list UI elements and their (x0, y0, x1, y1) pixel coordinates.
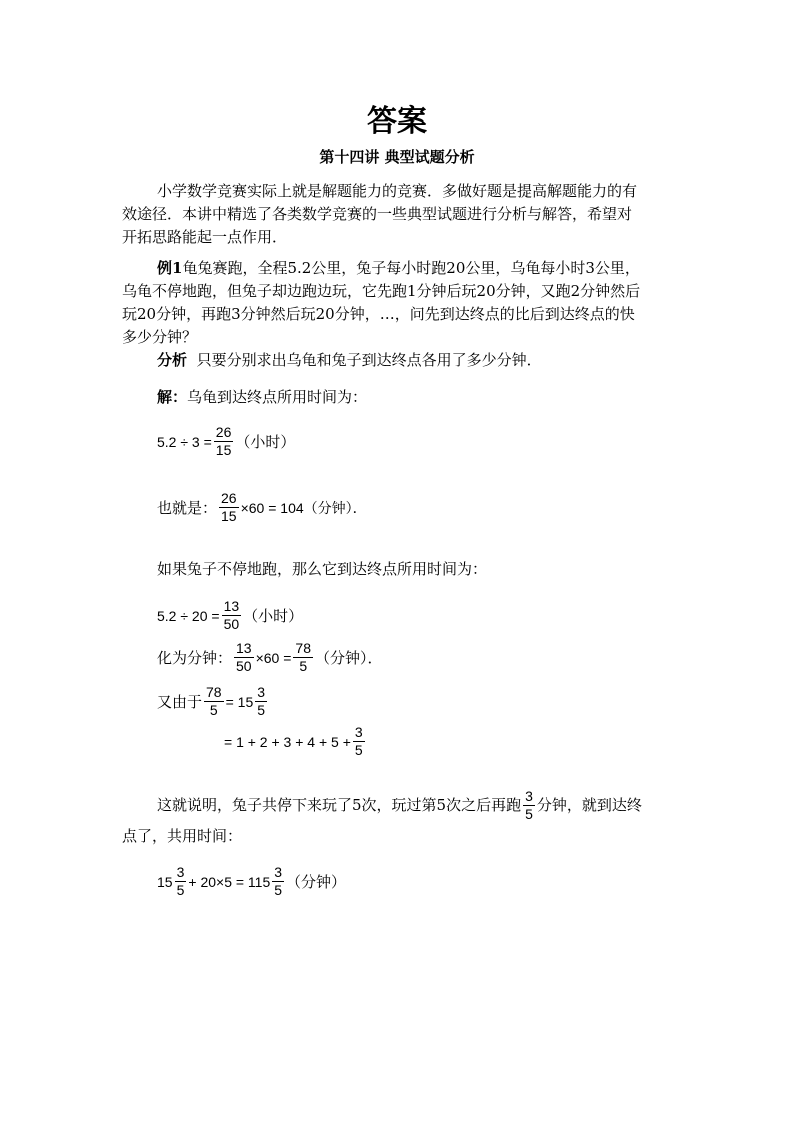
eq4-mid: ×60 = (255, 649, 292, 666)
eq7-denominator-1: 5 (176, 882, 185, 898)
eq4-unit: （分钟）． (315, 649, 383, 667)
eq2-denominator: 15 (221, 508, 237, 524)
eq3-lhs: 5.2 ÷ 20 = (157, 607, 220, 624)
solution-text: 乌龟到达终点所用时间为： (187, 388, 368, 406)
eq5-denominator-1: 5 (209, 702, 218, 718)
eq7-unit: （分钟） (286, 873, 347, 891)
conclusion-numerator: 3 (525, 788, 533, 804)
example-line-1 (157, 257, 640, 280)
eq4-fraction-2 (293, 640, 313, 675)
conclusion-line-1 (157, 788, 642, 823)
eq3-denominator: 50 (223, 616, 240, 632)
solution-line (157, 386, 367, 409)
eq1-lhs: 5.2 ÷ 3 = (157, 433, 212, 450)
eq7-fraction-1 (175, 864, 187, 899)
example-line-3: 玩20分钟，再跑3分钟然后玩20分钟，…，问先到达终点的比后到达终点的快 (122, 305, 635, 323)
equation-rabbit-minutes (157, 640, 383, 675)
eq7-numerator-2: 3 (274, 864, 283, 880)
conclusion-text-2: 分钟，就到达终 (536, 796, 642, 814)
conclusion-denominator: 5 (525, 806, 533, 822)
eq4-prefix: 化为分钟： (157, 649, 233, 667)
eq3-fraction (222, 598, 242, 633)
example-line-2: 乌龟不停地跑，但兔子却边跑边玩，它先跑1分钟后玩20分钟，又跑2分钟然后 (122, 282, 641, 300)
eq5-fraction-2 (255, 684, 267, 719)
analysis-text: 只要分别求出乌龟和兔子到达终点各用了多少分钟． (196, 351, 542, 369)
example-text-1: 龟兔赛跑，全程5.2公里，兔子每小时跑20公里，乌龟每小时3公里， (182, 259, 640, 277)
eq3-numerator: 13 (223, 598, 240, 614)
eq7-fraction-2 (272, 864, 284, 899)
eq6-lhs: = 1 + 2 + 3 + 4 + 5 + (224, 733, 351, 750)
eq4-fraction-1 (234, 640, 254, 675)
lecture-subtitle: 第十四讲 典型试题分析 (319, 148, 475, 166)
eq5-denominator-2: 5 (257, 702, 266, 718)
eq1-numerator: 26 (215, 424, 232, 440)
eq2-rest: ×60 = 104（分钟）． (240, 499, 367, 516)
eq6-numerator: 3 (354, 724, 363, 740)
eq7-numerator-1: 3 (176, 864, 185, 880)
page-title: 答案 (367, 104, 427, 139)
eq5-numerator-1: 78 (206, 684, 222, 700)
equation-total-time (157, 864, 346, 899)
example-line-4: 多少分钟？ (122, 328, 198, 346)
analysis-label: 分析 (157, 351, 188, 369)
equation-rabbit-hours (157, 598, 303, 633)
rabbit-line: 如果兔子不停地跑，那么它到达终点所用时间为： (157, 560, 488, 578)
intro-line-3: 开拓思路能起一点作用． (122, 228, 288, 246)
conclusion-line-2: 点了，共用时间： (122, 827, 243, 845)
eq6-fraction (353, 724, 365, 759)
eq1-denominator: 15 (215, 442, 232, 458)
eq4-denominator-1: 50 (236, 658, 252, 674)
eq4-numerator-1: 13 (236, 640, 252, 656)
eq2-fraction (219, 490, 239, 525)
eq2-numerator: 26 (221, 490, 237, 506)
analysis-line (157, 349, 542, 372)
intro-line-1: 小学数学竞赛实际上就是解题能力的竞赛．多做好题是提高解题能力的有 (157, 182, 638, 200)
eq5-fraction-1 (204, 684, 224, 719)
conclusion-text-1: 这就说明，兔子共停下来玩了5次，玩过第5次之后再跑 (157, 796, 522, 814)
equation-mixed-number (157, 684, 269, 719)
eq4-numerator-2: 78 (295, 640, 311, 656)
eq6-denominator: 5 (354, 742, 363, 758)
eq4-denominator-2: 5 (299, 658, 308, 674)
eq7-denominator-2: 5 (274, 882, 283, 898)
eq1-unit: （小时） (235, 433, 296, 451)
conclusion-fraction (523, 788, 535, 823)
equation-turtle-minutes (157, 490, 367, 525)
equation-sum (224, 724, 367, 759)
intro-line-2: 效途径．本讲中精选了各类数学竞赛的一些典型试题进行分析与解答，希望对 (122, 205, 633, 223)
eq1-fraction (214, 424, 234, 459)
eq7-whole: 15 (157, 873, 173, 890)
eq5-prefix: 又由于 (157, 693, 203, 711)
solution-label: 解： (157, 388, 188, 406)
eq5-numerator-2: 3 (257, 684, 266, 700)
eq5-mid: = 15 (225, 693, 254, 710)
eq2-prefix: 也就是： (157, 499, 218, 517)
eq7-mid: + 20×5 = 115 (188, 873, 271, 890)
equation-turtle-hours (157, 424, 295, 459)
eq3-unit: （小时） (243, 607, 304, 625)
example-label: 例1 (157, 259, 183, 277)
